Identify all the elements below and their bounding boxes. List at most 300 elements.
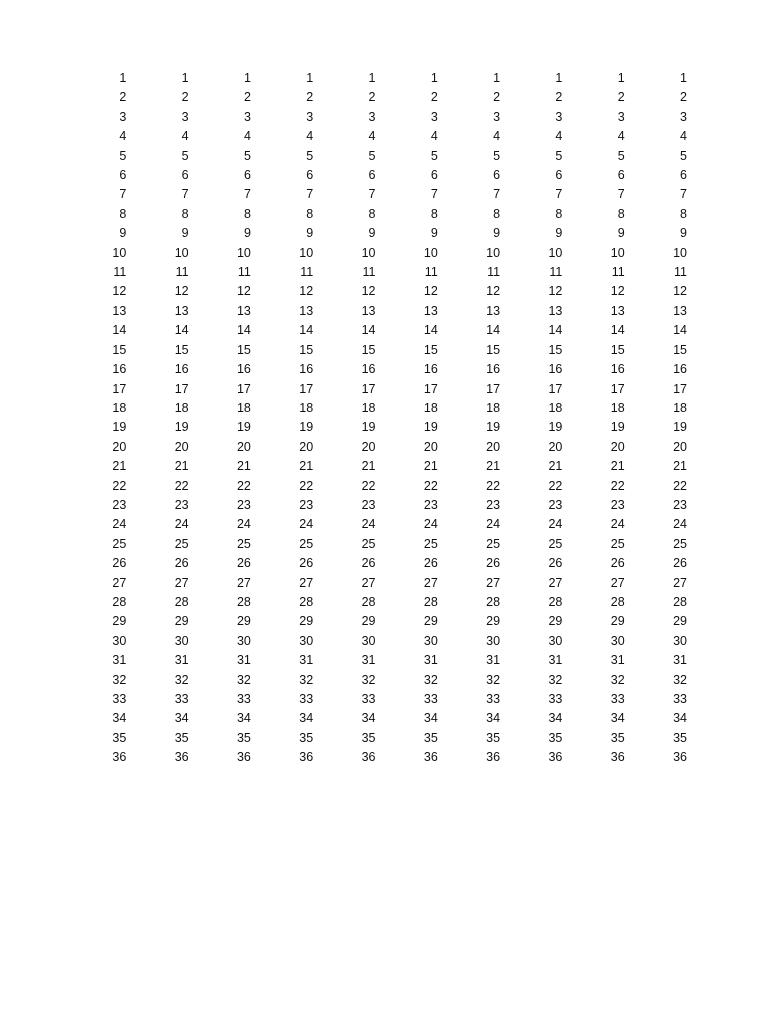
- grid-cell: 12: [610, 284, 625, 299]
- grid-cell: 36: [236, 750, 251, 765]
- grid-cell: 35: [673, 730, 687, 745]
- grid-cell: 2: [181, 90, 189, 105]
- grid-cell: 27: [236, 575, 251, 590]
- grid-row: [66, 263, 689, 282]
- grid-cell: 30: [673, 633, 687, 648]
- grid-cell: 2: [617, 90, 625, 105]
- grid-cell: 28: [610, 594, 625, 609]
- grid-cell: 10: [673, 245, 687, 260]
- grid-cell: 7: [617, 187, 625, 202]
- grid-cell: 35: [174, 730, 189, 745]
- grid-cell: 6: [493, 168, 501, 183]
- grid-row: [66, 709, 689, 728]
- grid-cell: 21: [361, 459, 376, 474]
- grid-cell: 28: [236, 594, 251, 609]
- grid-cell: 30: [112, 633, 127, 648]
- grid-row: [66, 554, 689, 573]
- grid-cell: 34: [610, 711, 625, 726]
- grid-cell: 7: [555, 187, 563, 202]
- grid-cell: 10: [548, 245, 563, 260]
- grid-cell: 2: [368, 90, 376, 105]
- grid-cell: 22: [236, 478, 251, 493]
- grid-cell: 24: [423, 517, 438, 532]
- grid-cell: 3: [306, 109, 314, 124]
- grid-cell: 21: [423, 459, 438, 474]
- grid-cell: 25: [112, 536, 127, 551]
- grid-cell: 26: [423, 556, 438, 571]
- grid-cell: 12: [174, 284, 189, 299]
- grid-cell: 16: [423, 362, 438, 377]
- grid-cell: 16: [361, 362, 376, 377]
- grid-cell: 32: [112, 672, 127, 687]
- grid-cell: 24: [236, 517, 251, 532]
- grid-cell: 18: [673, 400, 687, 415]
- grid-cell: 13: [174, 303, 189, 318]
- grid-cell: 15: [486, 342, 501, 357]
- grid-cell: 28: [112, 594, 127, 609]
- grid-cell: 32: [361, 672, 376, 687]
- grid-cell: 11: [549, 265, 563, 280]
- grid-cell: 33: [112, 692, 127, 706]
- grid-cell: 13: [423, 303, 438, 318]
- grid-row: [66, 457, 689, 476]
- grid-cell: 29: [673, 614, 687, 629]
- grid-cell: 8: [493, 206, 501, 221]
- grid-cell: 24: [486, 517, 501, 532]
- grid-cell: 1: [493, 71, 501, 85]
- grid-cell: 15: [548, 342, 563, 357]
- grid-cell: 28: [486, 594, 501, 609]
- grid-cell: 14: [423, 323, 438, 338]
- grid-cell: 36: [299, 750, 314, 765]
- grid-row: [66, 612, 689, 631]
- grid-cell: 23: [548, 497, 563, 512]
- grid-cell: 34: [236, 711, 251, 726]
- grid-cell: 35: [236, 730, 251, 745]
- grid-row: [66, 166, 689, 185]
- grid-cell: 18: [548, 400, 563, 415]
- grid-cell: 35: [361, 730, 376, 745]
- grid-cell: 6: [181, 168, 189, 183]
- grid-cell: 9: [119, 226, 127, 241]
- grid-row: [66, 341, 689, 360]
- grid-cell: 10: [423, 245, 438, 260]
- grid-cell: 22: [486, 478, 501, 493]
- grid-cell: 14: [361, 323, 376, 338]
- grid-cell: 17: [423, 381, 438, 396]
- grid-cell: 18: [174, 400, 189, 415]
- grid-cell: 23: [361, 497, 376, 512]
- grid-cell: 7: [368, 187, 376, 202]
- grid-cell: 8: [243, 206, 251, 221]
- grid-cell: 8: [119, 206, 127, 221]
- grid-cell: 11: [611, 265, 625, 280]
- grid-cell: 27: [610, 575, 625, 590]
- grid-cell: 10: [610, 245, 625, 260]
- grid-cell: 10: [361, 245, 376, 260]
- grid-cell: 13: [486, 303, 501, 318]
- grid-cell: 6: [119, 168, 127, 183]
- grid-row: [66, 205, 689, 224]
- grid-cell: 36: [112, 750, 127, 765]
- grid-cell: 4: [368, 129, 376, 144]
- grid-cell: 5: [119, 148, 127, 163]
- grid-cell: 35: [112, 730, 127, 745]
- grid-cell: 28: [299, 594, 314, 609]
- grid-cell: 34: [673, 711, 687, 726]
- grid-cell: 7: [430, 187, 438, 202]
- grid-cell: 22: [673, 478, 687, 493]
- grid-cell: 29: [610, 614, 625, 629]
- grid-cell: 19: [236, 420, 251, 435]
- grid-cell: 30: [361, 633, 376, 648]
- grid-cell: 34: [548, 711, 563, 726]
- grid-cell: 34: [112, 711, 127, 726]
- grid-cell: 20: [361, 439, 376, 454]
- grid-cell: 24: [610, 517, 625, 532]
- grid-cell: 19: [361, 420, 376, 435]
- grid-cell: 10: [486, 245, 501, 260]
- grid-cell: 8: [555, 206, 563, 221]
- grid-cell: 3: [430, 109, 438, 124]
- grid-cell: 30: [423, 633, 438, 648]
- grid-cell: 16: [236, 362, 251, 377]
- grid-cell: 34: [361, 711, 376, 726]
- grid-cell: 17: [299, 381, 314, 396]
- grid-cell: 9: [493, 226, 501, 241]
- grid-cell: 24: [299, 517, 314, 532]
- grid-cell: 2: [306, 90, 314, 105]
- grid-cell: 27: [174, 575, 189, 590]
- grid-cell: 36: [673, 750, 687, 765]
- grid-cell: 20: [112, 439, 127, 454]
- grid-cell: 18: [361, 400, 376, 415]
- grid-cell: 1: [181, 71, 189, 85]
- grid-cell: 28: [174, 594, 189, 609]
- grid-cell: 31: [174, 653, 189, 668]
- grid-cell: 7: [181, 187, 189, 202]
- grid-cell: 22: [112, 478, 127, 493]
- grid-cell: 2: [680, 90, 687, 105]
- grid-cell: 20: [299, 439, 314, 454]
- grid-cell: 8: [617, 206, 625, 221]
- grid-cell: 13: [299, 303, 314, 318]
- grid-cell: 26: [610, 556, 625, 571]
- grid-cell: 20: [610, 439, 625, 454]
- grid-cell: 2: [430, 90, 438, 105]
- grid-cell: 4: [555, 129, 563, 144]
- grid-cell: 17: [673, 381, 687, 396]
- grid-cell: 14: [174, 323, 189, 338]
- grid-cell: 6: [617, 168, 625, 183]
- grid-cell: 14: [548, 323, 563, 338]
- grid-cell: 13: [236, 303, 251, 318]
- grid-cell: 28: [548, 594, 563, 609]
- grid-cell: 27: [112, 575, 127, 590]
- grid-cell: 3: [493, 109, 501, 124]
- grid-cell: 29: [112, 614, 127, 629]
- grid-cell: 7: [119, 187, 127, 202]
- grid-cell: 24: [174, 517, 189, 532]
- grid-cell: 34: [174, 711, 189, 726]
- grid-cell: 11: [362, 265, 376, 280]
- grid-cell: 24: [673, 517, 687, 532]
- grid-cell: 36: [361, 750, 376, 765]
- grid-cell: 27: [299, 575, 314, 590]
- grid-cell: 13: [610, 303, 625, 318]
- grid-cell: 28: [423, 594, 438, 609]
- grid-cell: 6: [555, 168, 563, 183]
- grid-cell: 11: [175, 265, 189, 280]
- grid-cell: 25: [299, 536, 314, 551]
- grid-cell: 14: [486, 323, 501, 338]
- grid-cell: 21: [174, 459, 189, 474]
- grid-cell: 6: [243, 168, 251, 183]
- grid-cell: 31: [610, 653, 625, 668]
- grid-cell: 2: [555, 90, 563, 105]
- grid-cell: 4: [493, 129, 501, 144]
- grid-cell: 23: [673, 497, 687, 512]
- grid-row: [66, 515, 689, 534]
- grid-cell: 18: [299, 400, 314, 415]
- grid-cell: 12: [299, 284, 314, 299]
- grid-cell: 9: [243, 226, 251, 241]
- grid-cell: 19: [610, 420, 625, 435]
- grid-cell: 25: [236, 536, 251, 551]
- grid-row: [66, 360, 689, 379]
- grid-cell: 36: [174, 750, 189, 765]
- grid-cell: 9: [430, 226, 438, 241]
- grid-cell: 27: [673, 575, 687, 590]
- grid-cell: 20: [174, 439, 189, 454]
- grid-cell: 15: [423, 342, 438, 357]
- grid-cell: 18: [610, 400, 625, 415]
- grid-cell: 14: [236, 323, 251, 338]
- grid-cell: 33: [610, 692, 625, 706]
- grid-cell: 18: [236, 400, 251, 415]
- grid-cell: 23: [610, 497, 625, 512]
- grid-row: [66, 690, 689, 709]
- grid-cell: 25: [610, 536, 625, 551]
- grid-cell: 35: [486, 730, 501, 745]
- grid-cell: 34: [486, 711, 501, 726]
- grid-cell: 3: [680, 109, 687, 124]
- grid-cell: 23: [423, 497, 438, 512]
- grid-cell: 13: [673, 303, 687, 318]
- grid-cell: 25: [548, 536, 563, 551]
- grid-cell: 5: [680, 148, 687, 163]
- grid-cell: 29: [423, 614, 438, 629]
- grid-cell: 25: [361, 536, 376, 551]
- grid-cell: 33: [673, 692, 687, 706]
- grid-cell: 11: [673, 265, 687, 280]
- grid-cell: 34: [299, 711, 314, 726]
- grid-cell: 22: [299, 478, 314, 493]
- grid-row: [66, 321, 689, 340]
- grid-cell: 32: [673, 672, 687, 687]
- grid-cell: 28: [361, 594, 376, 609]
- grid-cell: 3: [555, 109, 563, 124]
- grid-cell: 15: [236, 342, 251, 357]
- grid-cell: 16: [610, 362, 625, 377]
- grid-cell: 7: [680, 187, 687, 202]
- grid-cell: 35: [423, 730, 438, 745]
- grid-cell: 32: [236, 672, 251, 687]
- grid-cell: 33: [174, 692, 189, 706]
- grid-cell: 12: [673, 284, 687, 299]
- grid-cell: 16: [673, 362, 687, 377]
- grid-cell: 17: [610, 381, 625, 396]
- grid-cell: 1: [119, 71, 127, 85]
- grid-cell: 21: [112, 459, 127, 474]
- grid-cell: 1: [243, 71, 251, 85]
- grid-cell: 32: [299, 672, 314, 687]
- grid-cell: 27: [361, 575, 376, 590]
- grid-cell: 10: [112, 245, 127, 260]
- grid-row: [66, 438, 689, 457]
- grid-cell: 17: [548, 381, 563, 396]
- grid-cell: 20: [236, 439, 251, 454]
- grid-cell: 15: [673, 342, 687, 357]
- grid-row: [66, 108, 689, 127]
- grid-cell: 6: [430, 168, 438, 183]
- grid-cell: 12: [486, 284, 501, 299]
- grid-row: [66, 574, 689, 593]
- grid-cell: 19: [299, 420, 314, 435]
- grid-cell: 16: [486, 362, 501, 377]
- grid-row: [66, 632, 689, 651]
- grid-cell: 12: [361, 284, 376, 299]
- grid-cell: 26: [112, 556, 127, 571]
- grid-cell: 15: [112, 342, 127, 357]
- grid-cell: 15: [610, 342, 625, 357]
- grid-cell: 33: [299, 692, 314, 706]
- grid-row: [66, 671, 689, 690]
- grid-cell: 16: [112, 362, 127, 377]
- grid-cell: 29: [174, 614, 189, 629]
- grid-cell: 14: [299, 323, 314, 338]
- grid-cell: 10: [299, 245, 314, 260]
- grid-cell: 8: [181, 206, 189, 221]
- grid-cell: 21: [548, 459, 563, 474]
- grid-cell: 16: [299, 362, 314, 377]
- grid-row: [66, 224, 689, 243]
- grid-cell: 32: [548, 672, 563, 687]
- grid-cell: 21: [299, 459, 314, 474]
- grid-cell: 8: [368, 206, 376, 221]
- grid-cell: 10: [174, 245, 189, 260]
- grid-cell: 4: [680, 129, 687, 144]
- grid-cell: 3: [119, 109, 127, 124]
- grid-cell: 24: [361, 517, 376, 532]
- grid-cell: 17: [486, 381, 501, 396]
- grid-cell: 36: [610, 750, 625, 765]
- grid-cell: 14: [112, 323, 127, 338]
- grid-cell: 11: [113, 265, 127, 280]
- grid-cell: 2: [119, 90, 127, 105]
- grid-cell: 1: [368, 71, 376, 85]
- grid-cell: 11: [237, 265, 251, 280]
- grid-cell: 18: [112, 400, 127, 415]
- grid-cell: 27: [423, 575, 438, 590]
- grid-row: [66, 127, 689, 146]
- grid-row: [66, 147, 689, 166]
- grid-cell: 35: [548, 730, 563, 745]
- grid-cell: 36: [423, 750, 438, 765]
- grid-cell: 32: [174, 672, 189, 687]
- grid-row: [66, 651, 689, 670]
- grid-cell: 30: [610, 633, 625, 648]
- grid-cell: 9: [306, 226, 314, 241]
- grid-row: [66, 302, 689, 321]
- grid-cell: 33: [423, 692, 438, 706]
- grid-cell: 32: [423, 672, 438, 687]
- grid-cell: 22: [423, 478, 438, 493]
- grid-cell: 6: [306, 168, 314, 183]
- grid-cell: 15: [299, 342, 314, 357]
- grid-cell: 5: [368, 148, 376, 163]
- grid-cell: 19: [673, 420, 687, 435]
- grid-cell: 30: [486, 633, 501, 648]
- grid-row: [66, 282, 689, 301]
- grid-cell: 29: [299, 614, 314, 629]
- grid-cell: 5: [555, 148, 563, 163]
- grid-cell: 5: [493, 148, 501, 163]
- grid-row: [66, 748, 689, 767]
- grid-cell: 27: [486, 575, 501, 590]
- grid-cell: 20: [486, 439, 501, 454]
- grid-cell: 17: [236, 381, 251, 396]
- grid-cell: 29: [548, 614, 563, 629]
- grid-cell: 17: [112, 381, 127, 396]
- grid-row: [66, 496, 689, 515]
- grid-cell: 3: [617, 109, 625, 124]
- grid-row: [66, 535, 689, 554]
- grid-cell: 12: [112, 284, 127, 299]
- grid-cell: 20: [423, 439, 438, 454]
- grid-row: [66, 185, 689, 204]
- grid-cell: 36: [486, 750, 501, 765]
- grid-cell: 13: [548, 303, 563, 318]
- grid-cell: 17: [174, 381, 189, 396]
- grid-cell: 4: [617, 129, 625, 144]
- grid-cell: 2: [493, 90, 501, 105]
- grid-row: [66, 88, 689, 107]
- grid-cell: 19: [174, 420, 189, 435]
- grid-cell: 31: [112, 653, 127, 668]
- grid-cell: 33: [548, 692, 563, 706]
- grid-cell: 26: [236, 556, 251, 571]
- grid-cell: 21: [673, 459, 687, 474]
- grid-cell: 25: [174, 536, 189, 551]
- grid-cell: 29: [486, 614, 501, 629]
- grid-cell: 31: [299, 653, 314, 668]
- grid-cell: 6: [680, 168, 687, 183]
- grid-cell: 3: [181, 109, 189, 124]
- grid-cell: 14: [673, 323, 687, 338]
- number-grid: [66, 69, 689, 768]
- grid-cell: 26: [673, 556, 687, 571]
- grid-cell: 7: [243, 187, 251, 202]
- grid-cell: 19: [423, 420, 438, 435]
- grid-cell: 1: [555, 71, 563, 85]
- grid-cell: 33: [236, 692, 251, 706]
- grid-cell: 9: [555, 226, 563, 241]
- grid-cell: 33: [361, 692, 376, 706]
- grid-cell: 26: [299, 556, 314, 571]
- grid-cell: 26: [174, 556, 189, 571]
- grid-cell: 26: [361, 556, 376, 571]
